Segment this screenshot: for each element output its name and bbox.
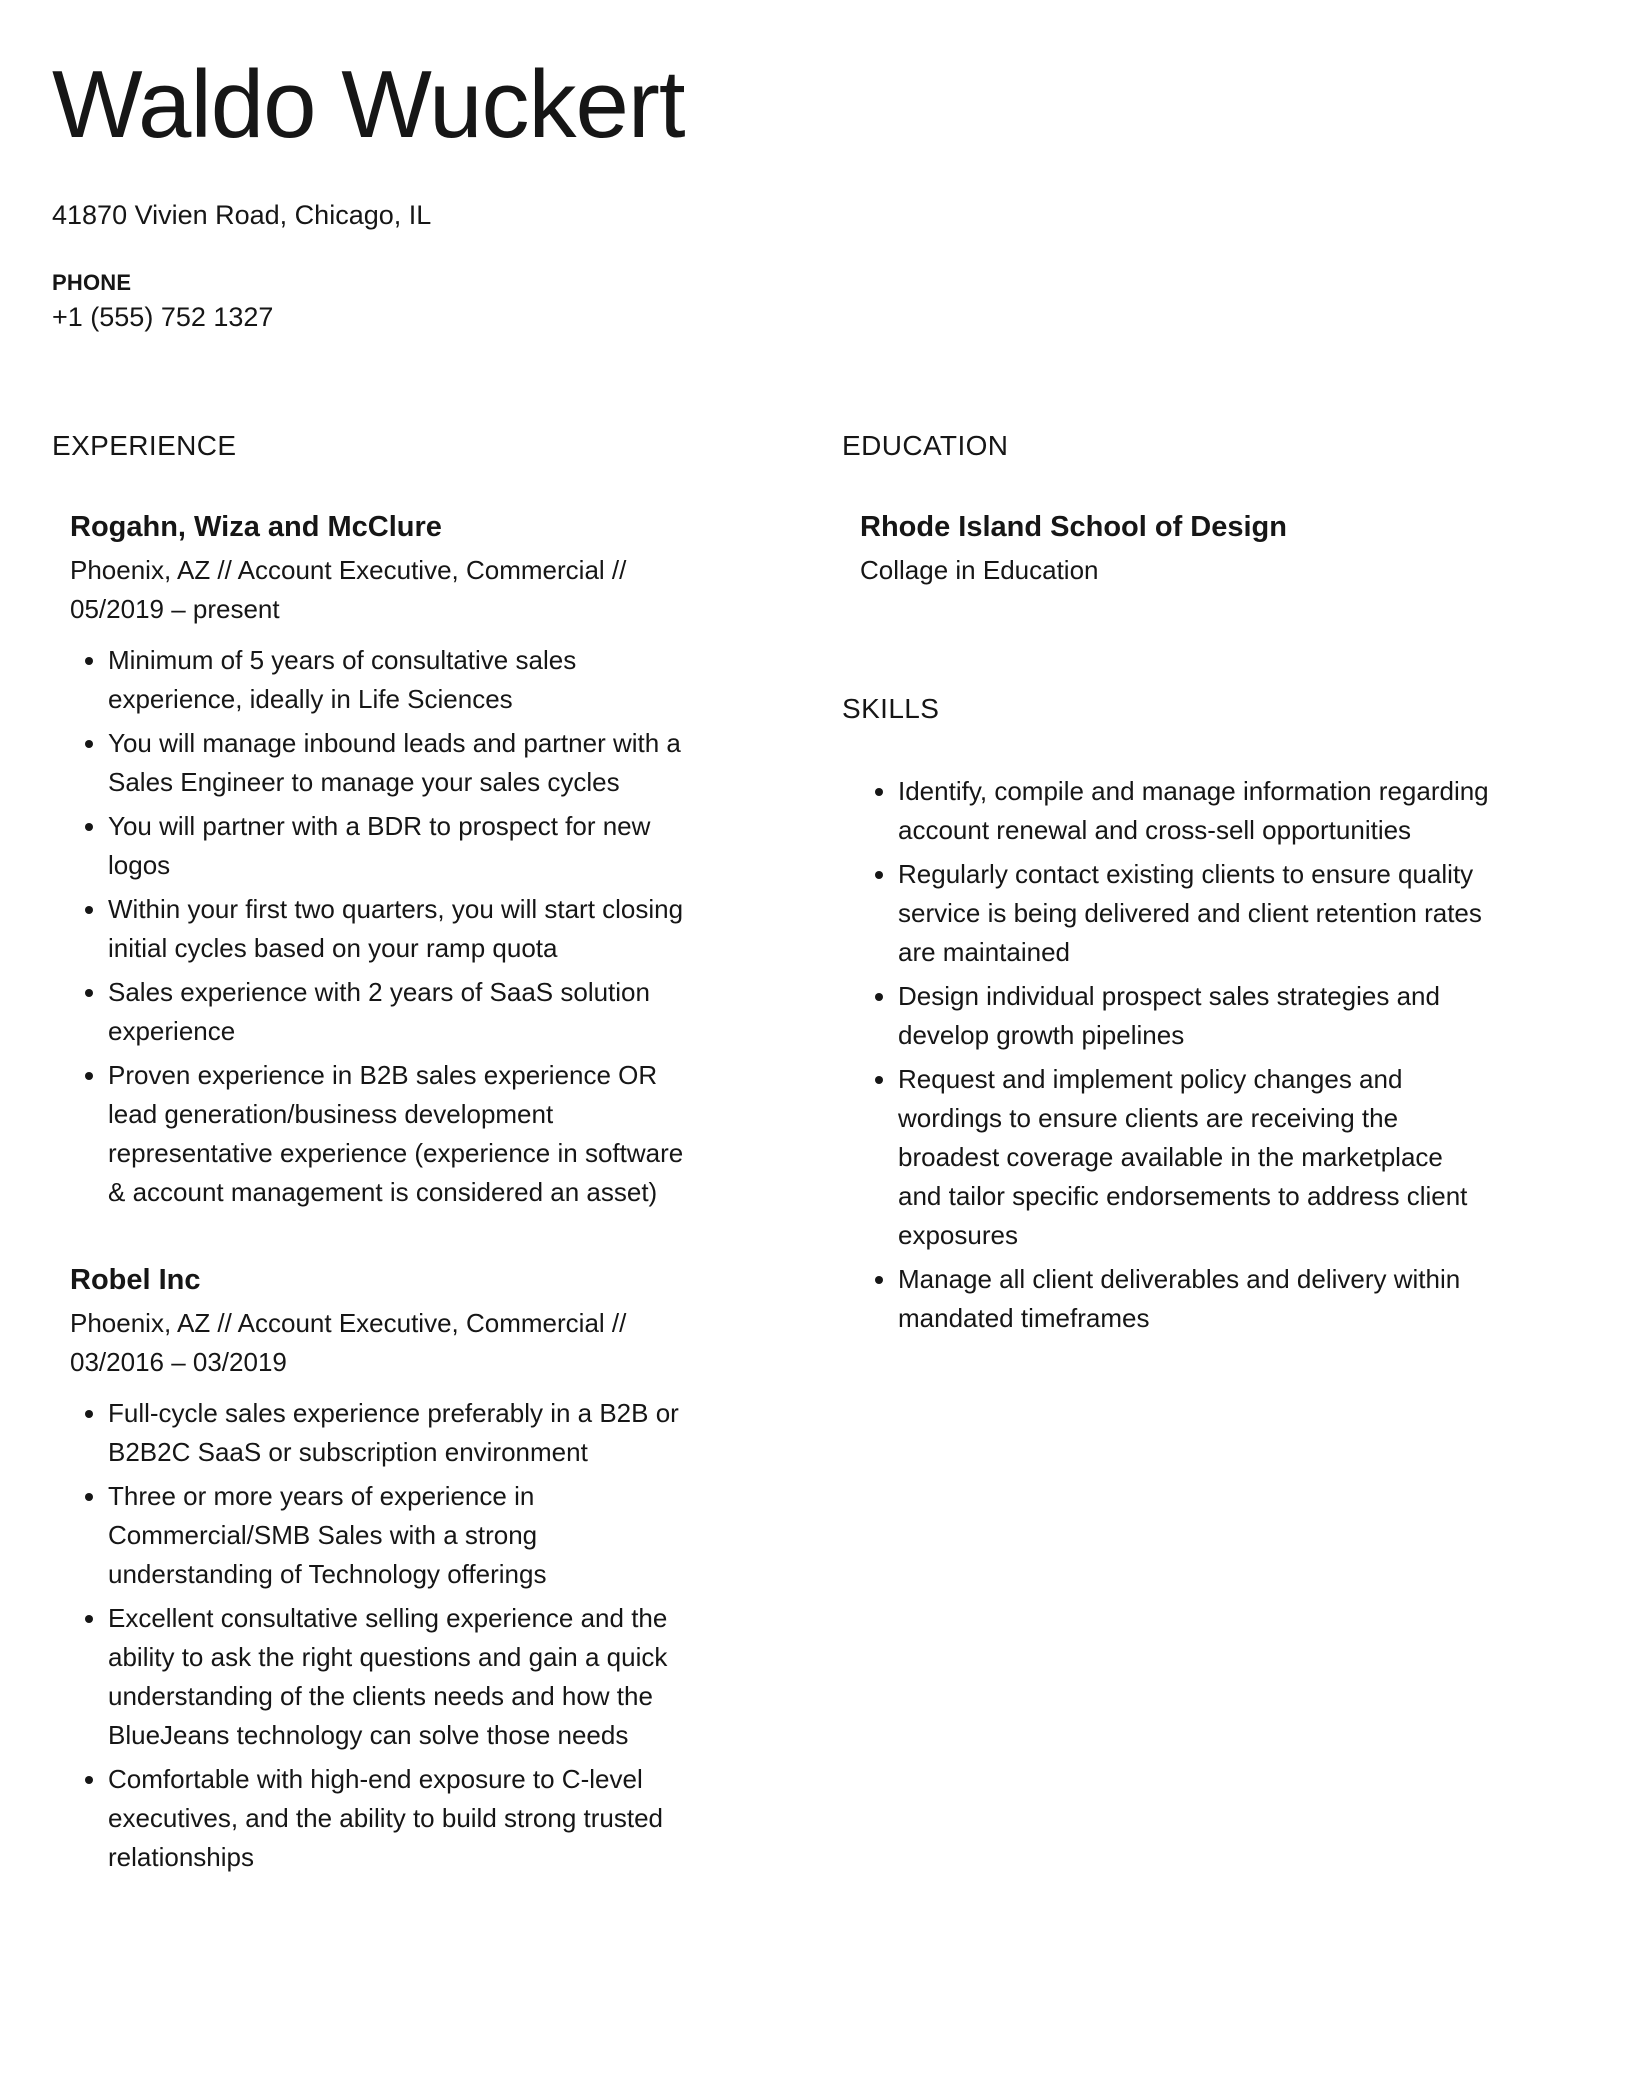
person-name: Waldo Wuckert (52, 51, 685, 158)
school-list (842, 509, 1492, 590)
bullet-dot-icon (875, 1276, 883, 1284)
bullet-item (84, 1394, 702, 1472)
job-entry (70, 509, 702, 1212)
school-name: Rhode Island School of Design (860, 511, 1287, 543)
degree-text: Collage in Education (860, 555, 1099, 585)
bullet-item (84, 807, 702, 885)
bullet-item (874, 772, 1492, 850)
right-column (842, 429, 1492, 1343)
resume-header (52, 52, 1492, 335)
bullet-item (84, 641, 702, 719)
skills-bullet-list (860, 772, 1492, 1338)
bullet-text: Comfortable with high-end exposure to C-level executives, and the ability to build strong trusted relationships (108, 1764, 663, 1872)
job-bullet-list (70, 641, 702, 1212)
job-list (52, 509, 702, 1877)
bullet-text: Design individual prospect sales strategies and develop growth pipelines (898, 981, 1440, 1050)
left-column (52, 429, 702, 1882)
bullet-text: Request and implement policy changes and wordings to ensure clients are receiving the broadest coverage available in the marketplace and tailor specific endorsements to address client exposures (898, 1064, 1468, 1250)
bullet-dot-icon (85, 1615, 93, 1623)
bullet-item (874, 977, 1492, 1055)
bullet-text: Manage all client deliverables and delivery within mandated timeframes (898, 1264, 1461, 1333)
company-name: Rogahn, Wiza and McClure (70, 511, 442, 543)
bullet-dot-icon (85, 1493, 93, 1501)
content-columns (52, 429, 1492, 1882)
bullet-dot-icon (85, 823, 93, 831)
experience-heading: EXPERIENCE (52, 430, 237, 461)
phone-label: PHONE (52, 270, 132, 295)
job-meta: Phoenix, AZ // Account Executive, Commercial // 03/2016 – 03/2019 (70, 1308, 627, 1377)
bullet-dot-icon (875, 871, 883, 879)
bullet-dot-icon (875, 993, 883, 1001)
bullet-text: Excellent consultative selling experience and the ability to ask the right questions and gain a quick understanding of the clients needs and how the BlueJeans technology can solve those needs (108, 1603, 668, 1750)
bullet-text: Identify, compile and manage information regarding account renewal and cross-sell opportunities (898, 776, 1489, 845)
company-name: Robel Inc (70, 1264, 201, 1296)
skills-section (842, 692, 1492, 1338)
bullet-text: Sales experience with 2 years of SaaS solution experience (108, 977, 650, 1046)
bullet-dot-icon (85, 1072, 93, 1080)
address-text: 41870 Vivien Road, Chicago, IL (52, 200, 432, 230)
bullet-text: You will manage inbound leads and partner with a Sales Engineer to manage your sales cycles (108, 728, 681, 797)
skills-heading: SKILLS (842, 693, 940, 724)
bullet-text: You will partner with a BDR to prospect for new logos (108, 811, 651, 880)
bullet-text: Full-cycle sales experience preferably in a B2B or B2B2C SaaS or subscription environment (108, 1398, 679, 1467)
bullet-dot-icon (85, 1776, 93, 1784)
education-section (842, 429, 1492, 590)
bullet-item (84, 724, 702, 802)
phone-number: +1 (555) 752 1327 (52, 302, 274, 332)
bullet-item (84, 1599, 702, 1755)
bullet-text: Regularly contact existing clients to ensure quality service is being delivered and client retention rates are maintained (898, 859, 1482, 967)
bullet-dot-icon (85, 906, 93, 914)
bullet-item (84, 890, 702, 968)
bullet-text: Three or more years of experience in Commercial/SMB Sales with a strong understanding of Technology offerings (108, 1481, 547, 1589)
bullet-dot-icon (875, 1076, 883, 1084)
education-heading: EDUCATION (842, 430, 1009, 461)
bullet-item (874, 1060, 1492, 1255)
job-entry (70, 1262, 702, 1877)
bullet-text: Within your first two quarters, you will start closing initial cycles based on your ramp quota (108, 894, 684, 963)
bullet-dot-icon (85, 1410, 93, 1418)
bullet-dot-icon (875, 788, 883, 796)
bullet-text: Minimum of 5 years of consultative sales experience, ideally in Life Sciences (108, 645, 577, 714)
bullet-item (84, 973, 702, 1051)
bullet-item (874, 855, 1492, 972)
education-entry (860, 509, 1492, 590)
bullet-dot-icon (85, 657, 93, 665)
job-bullet-list (70, 1394, 702, 1877)
bullet-item (84, 1760, 702, 1877)
bullet-dot-icon (85, 740, 93, 748)
bullet-dot-icon (85, 989, 93, 997)
job-meta: Phoenix, AZ // Account Executive, Commercial // 05/2019 – present (70, 555, 627, 624)
bullet-text: Proven experience in B2B sales experience OR lead generation/business development representative experience (experience in software & account management is considered an asset) (108, 1060, 684, 1207)
bullet-item (84, 1056, 702, 1212)
bullet-item (84, 1477, 702, 1594)
experience-section (52, 429, 702, 1877)
bullet-item (874, 1260, 1492, 1338)
